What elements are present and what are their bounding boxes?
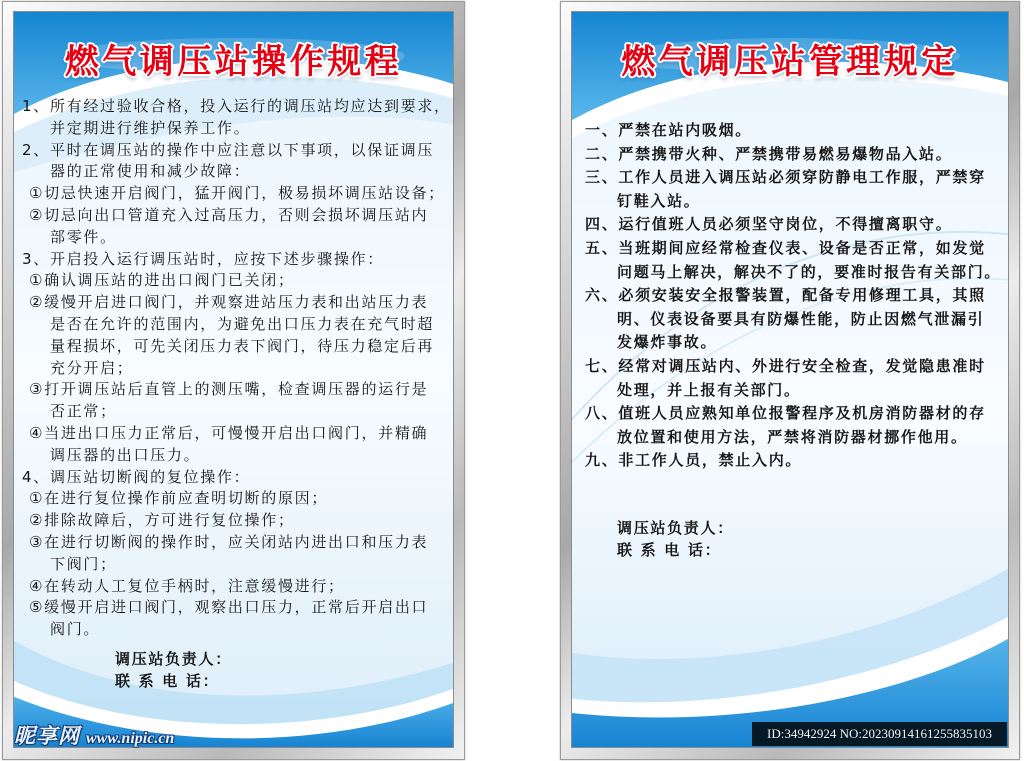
- rule-subitem-line: ①确认调压站的进出口阀门已关闭；: [29, 271, 295, 290]
- rule-continuation-line: 明、仪表设备要具有防爆性能，防止因燃气泄漏引: [617, 309, 985, 328]
- rule-continuation-line: 发爆炸事故。: [617, 333, 718, 352]
- rule-item-line: 1、所有经过验收合格，投入运行的调压站均应达到要求，: [22, 97, 451, 115]
- rule-subitem-line: ④当进出口压力正常后，可慢慢开启出口阀门，并精确: [29, 423, 429, 442]
- image-id-badge: ID:34942924 NO:20230914161255835103: [752, 722, 1007, 746]
- rule-item-line: 九、非工作人员，禁止入内。: [585, 451, 803, 470]
- rule-item-line: 四、运行值班人员必须坚守岗位，不得擅离职守。: [585, 215, 953, 234]
- sign-operating-procedures: [14, 12, 453, 747]
- sign-management-rules: [572, 12, 1008, 747]
- rule-subitem-line: ①切忌快速开启阀门，猛开阀门，极易损坏调压站设备；: [29, 184, 445, 203]
- rule-continuation-line: 部零件。: [50, 227, 117, 246]
- rule-continuation-line: 问题马上解决，解决不了的，要准时报告有关部门。: [617, 262, 1002, 281]
- phone-label: 联 系 电 话：: [115, 672, 220, 690]
- rule-continuation-line: 调压器的出口压力。: [50, 445, 201, 464]
- rule-item-line: 2、平时在调压站的操作中应注意以下事项，以保证调压: [22, 140, 435, 159]
- silver-frame-right: [560, 1, 1020, 760]
- rule-subitem-line: ②切忌向出口管道充入过高压力，否则会损坏调压站内: [29, 205, 429, 224]
- rule-continuation-line: 量程损坏，可先关闭压力表下阀门，待压力稳定后再: [50, 336, 435, 355]
- responsible-person-label: 调压站负责人：: [617, 519, 734, 537]
- site-watermark: [14, 722, 174, 750]
- watermark-brand: 昵享网: [14, 724, 80, 748]
- rule-item-line: 二、严禁携带火种、严禁携带易燃易爆物品入站。: [585, 144, 953, 163]
- watermark-url: www.nipic.cn: [86, 730, 175, 747]
- silver-frame-left: [2, 1, 465, 760]
- rule-item-line: 六、必须安装安全报警装置，配备专用修理工具，其照: [585, 286, 986, 305]
- phone-label: 联 系 电 话：: [617, 541, 722, 559]
- rule-subitem-line: ④在转动人工复位手柄时，注意缓慢进行；: [29, 576, 345, 595]
- rule-continuation-line: 充分开启；: [50, 358, 134, 377]
- rule-item-line: 三、工作人员进入调压站必须穿防静电工作服，严禁穿: [585, 168, 986, 187]
- rule-continuation-line: 器的正常使用和减少故障：: [50, 162, 251, 181]
- contact-block: [617, 517, 734, 561]
- contact-block: [115, 648, 232, 692]
- sign-title: 燃气调压站管理规定: [621, 42, 959, 82]
- procedure-list: [22, 96, 451, 641]
- responsible-person-label: 调压站负责人：: [115, 650, 232, 668]
- rule-subitem-line: ②缓慢开启进口阀门，并观察进站压力表和出站压力表: [29, 293, 429, 312]
- rule-item-line: 4、调压站切断阀的复位操作：: [22, 467, 251, 486]
- rule-continuation-line: 是否在允许的范围内，为避免出口压力表在充气时超: [50, 314, 435, 333]
- rule-subitem-line: ①在进行复位操作前应查明切断的原因；: [29, 489, 329, 508]
- rule-item-line: 3、开启投入运行调压站时，应按下述步骤操作：: [22, 249, 384, 268]
- regulation-list: [585, 119, 1001, 473]
- rule-subitem-line: ⑤缓慢开启进口阀门，观察出口压力，正常后开启出口: [29, 598, 429, 617]
- rule-continuation-line: 放位置和使用方法，严禁将消防器材挪作他用。: [617, 427, 968, 446]
- rule-continuation-line: 下阀门；: [50, 554, 117, 573]
- rule-item-line: 八、值班人员应熟知单位报警程序及机房消防器材的存: [585, 404, 986, 423]
- rule-continuation-line: 并定期进行维护保养工作。: [50, 118, 251, 137]
- rule-continuation-line: 否正常；: [50, 402, 117, 421]
- rule-item-line: 五、当班期间应经常检查仪表、设备是否正常，如发觉: [585, 238, 986, 257]
- sign-title: 燃气调压站操作规程: [64, 42, 403, 82]
- rule-continuation-line: 阀门。: [50, 620, 101, 639]
- rule-continuation-line: 处理，并上报有关部门。: [617, 380, 801, 399]
- rule-subitem-line: ③打开调压站后直管上的测压嘴，检查调压器的运行是: [29, 380, 429, 399]
- rule-item-line: 七、经常对调压站内、外进行安全检查，发觉隐患准时: [585, 356, 986, 375]
- rule-subitem-line: ②排除故障后，方可进行复位操作；: [29, 511, 295, 530]
- rule-item-line: 一、严禁在站内吸烟。: [585, 121, 753, 139]
- rule-subitem-line: ③在进行切断阀的操作时，应关闭站内进出口和压力表: [29, 532, 429, 551]
- rule-continuation-line: 钉鞋入站。: [617, 191, 701, 210]
